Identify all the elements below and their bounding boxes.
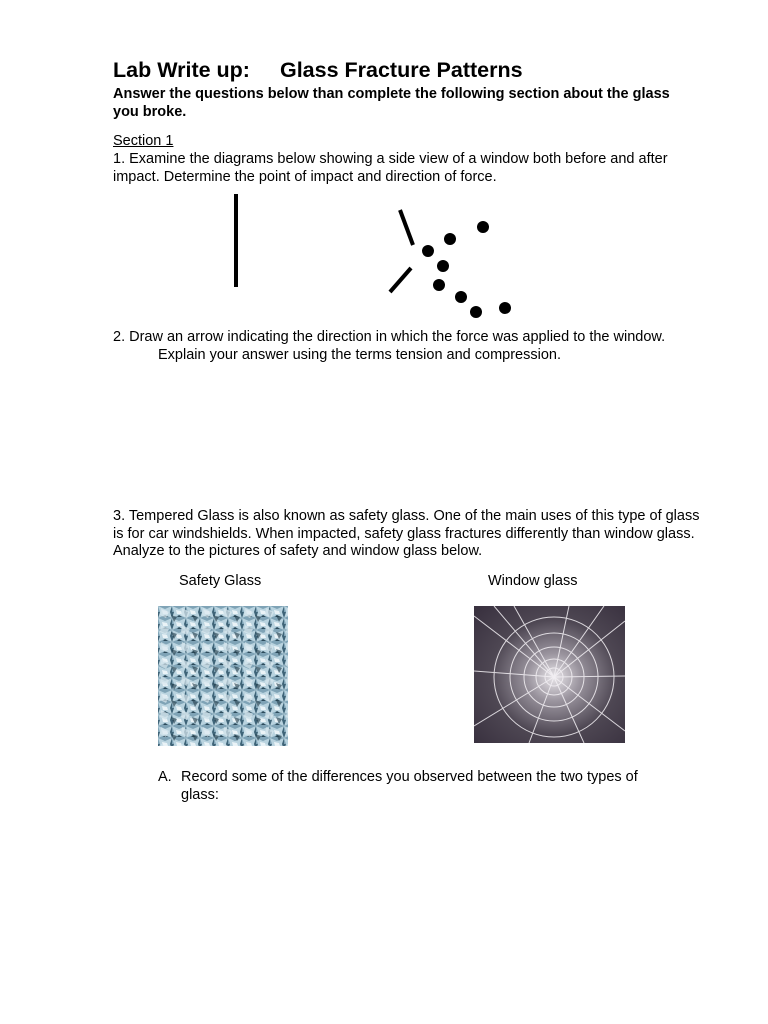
question-2-explain: Explain your answer using the terms tension and compression.	[158, 347, 561, 363]
glass-shard-dot	[455, 291, 467, 303]
glass-shard-dot	[477, 221, 489, 233]
window-glass-image	[474, 606, 625, 743]
glass-shard-dot	[470, 306, 482, 318]
window-pane-line	[234, 194, 238, 287]
question-a-text: Record some of the differences you observed between the two types of glass:	[181, 769, 638, 803]
page-title	[113, 58, 523, 83]
glass-shard-dot	[433, 279, 445, 291]
question-a	[158, 769, 678, 804]
question-2: 2. Draw an arrow indicating the direction in which the force was applied to the window.	[113, 329, 666, 345]
window-before-diagram	[230, 193, 244, 289]
glass-shard-dot	[499, 302, 511, 314]
question-1: 1. Examine the diagrams below showing a side view of a window both before and after impact. Determine the point of impact and direction of force.	[113, 151, 668, 185]
glass-shard-dot	[444, 233, 456, 245]
window-glass-caption: Window glass	[488, 573, 578, 589]
glass-shard-dot	[422, 245, 434, 257]
question-a-letter: A.	[158, 769, 172, 785]
glass-fragment-upper	[400, 210, 413, 245]
glass-fragment-lower	[390, 268, 411, 292]
safety-glass-caption: Safety Glass	[179, 573, 262, 589]
safety-glass-image	[158, 606, 288, 746]
title-left: Lab Write up:	[113, 58, 250, 82]
section-heading: Section 1	[113, 133, 174, 149]
glass-shard-dot	[437, 260, 449, 272]
instructions: Answer the questions below than complete the following section about the glass you broke.	[113, 86, 670, 120]
window-after-diagram	[380, 205, 520, 325]
title-right: Glass Fracture Patterns	[279, 58, 523, 82]
question-3: 3. Tempered Glass is also known as safety glass. One of the main uses of this type of glass is for car windshields. When impacted, safety glass fractures differently than window glass. Analyze to the pictures of safety and window glass below.	[113, 508, 700, 559]
